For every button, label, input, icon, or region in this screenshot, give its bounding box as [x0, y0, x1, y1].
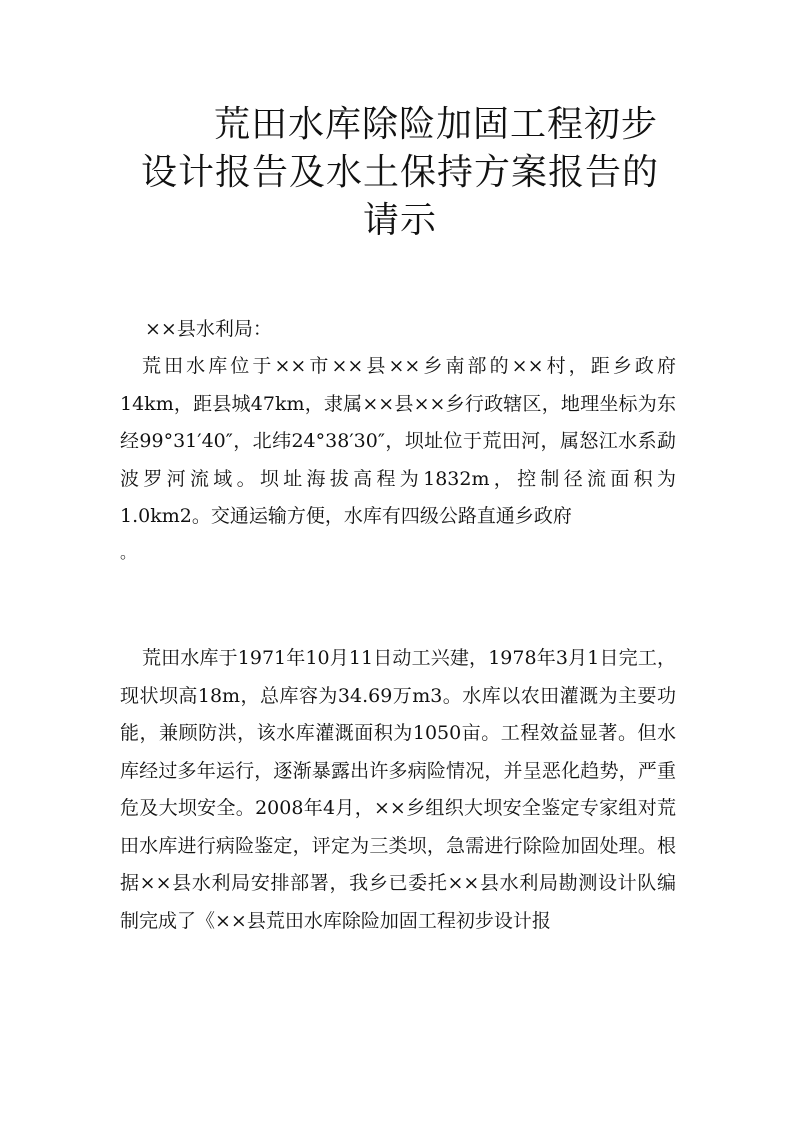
body-paragraph-1: [120, 348, 676, 570]
paragraph-1-end-mark: 。: [120, 542, 137, 562]
title-line-2: 设计报告及水土保持方案报告的: [140, 152, 659, 193]
salutation: ××县水利局：: [145, 318, 272, 340]
document-title: [100, 101, 700, 245]
paragraph-1-text: 荒田水库位于××市××县××乡南部的××村，距乡政府14km，距县城47km，隶属××县××乡行政辖区，地理坐标为东经99°31′40″，北纬24°38′30″，坝址位于荒田河，属怒江水系勐波罗河流域。坝址海拔高程为1832m，控制径流面积为1.0km2。交通运输方便，水库有四级公路直通乡政府: [120, 355, 676, 527]
title-line-1: 荒田水库除险加固工程初步: [213, 104, 658, 145]
body-paragraph-2: 荒田水库于1971年10月11日动工兴建，1978年3月1日完工，现状坝高18m，总库容为34.69万m3。水库以农田灌溉为主要功能，兼顾防洪，该水库灌溉面积为1050亩。工程效益显著。但水库经过多年运行，逐渐暴露出许多病险情况，并呈恶化趋势，严重危及大坝安全。2008年4月，××乡组织大坝安全鉴定专家组对荒田水库进行病险鉴定，评定为三类坝，急需进行除险加固处理。根据××县水利局安排部署，我乡已委托××县水利局勘测设计队编制完成了《××县荒田水库除险加固工程初步设计报: [120, 647, 676, 932]
title-line-3: 请示: [362, 200, 437, 241]
